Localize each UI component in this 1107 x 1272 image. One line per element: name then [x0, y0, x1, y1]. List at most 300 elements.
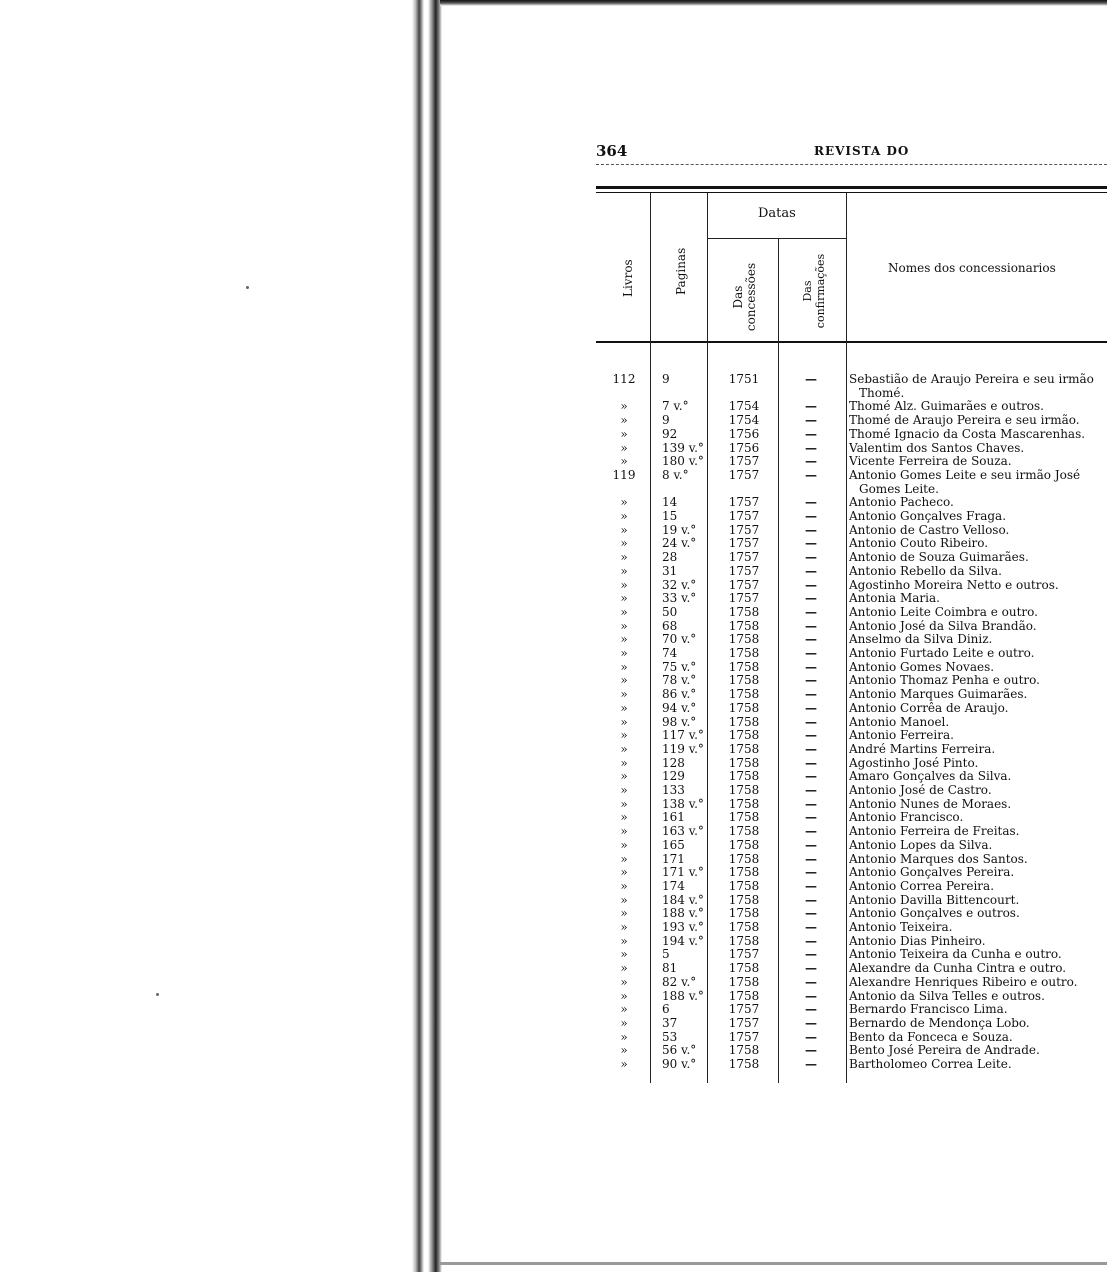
- cell-confirmacao: —: [805, 440, 817, 455]
- cell-livro: »: [620, 755, 628, 770]
- cell-pagina: 75 v.°: [662, 659, 697, 674]
- cell-livro: »: [620, 796, 628, 811]
- table-row: [596, 756, 1107, 770]
- cell-livro: »: [620, 1029, 628, 1044]
- cell-nome: Antonio Gomes Leite e seu irmão José: [849, 467, 1081, 482]
- cell-livro: »: [620, 495, 628, 510]
- cell-confirmacao: —: [805, 974, 817, 989]
- cell-livro: »: [620, 646, 628, 660]
- cell-concessao: 1757: [728, 454, 760, 469]
- header-rule: [596, 164, 1107, 165]
- cell-pagina: 188 v.°: [662, 906, 704, 921]
- cell-pagina: 161: [662, 810, 685, 825]
- cell-livro: »: [620, 604, 628, 619]
- cell-nome: Antonio Rebello da Silva.: [849, 563, 1002, 578]
- cell-concessao: 1757: [728, 1029, 760, 1044]
- cell-nome: Vicente Ferreira de Souza.: [849, 454, 1012, 469]
- cell-nome: Sebastião de Araujo Pereira e seu irmão: [849, 372, 1094, 386]
- table-row: [596, 769, 1107, 783]
- cell-concessao: 1758: [728, 851, 760, 866]
- cell-confirmacao: —: [805, 1015, 817, 1030]
- table-row: [596, 413, 1107, 427]
- cell-pagina: 92: [662, 426, 678, 441]
- cell-nome: Antonio Gonçalves Pereira.: [849, 865, 1015, 880]
- cell-concessao: 1758: [728, 906, 760, 921]
- cell-concessao: 1758: [728, 618, 760, 633]
- cell-livro: »: [620, 920, 628, 934]
- cell-pagina: 81: [662, 961, 678, 976]
- cell-concessao: 1758: [728, 714, 760, 729]
- cell-nome: Antonio Furtado Leite e outro.: [849, 646, 1035, 660]
- cell-confirmacao: —: [805, 878, 817, 893]
- cell-nome: Bartholomeo Correa Leite.: [849, 1057, 1012, 1071]
- cell-concessao: 1758: [728, 1057, 760, 1071]
- cell-pagina: 94 v.°: [662, 700, 697, 715]
- cell-concessao: 1758: [728, 632, 760, 647]
- cell-livro: »: [620, 550, 628, 565]
- datas-subrule: [708, 238, 846, 239]
- cell-livro: »: [620, 810, 628, 825]
- table-row: [596, 564, 1107, 578]
- table-row: [596, 468, 1107, 482]
- cell-pagina: 129: [662, 769, 685, 784]
- cell-confirmacao: —: [805, 659, 817, 674]
- cell-pagina: 32 v.°: [662, 577, 697, 592]
- cell-nome: Antonio Pacheco.: [849, 495, 954, 510]
- table-row: [596, 605, 1107, 619]
- running-head: REVISTA DO: [814, 144, 910, 158]
- table-row: [596, 632, 1107, 646]
- cell-livro: »: [620, 837, 628, 852]
- cell-pagina: 138 v.°: [662, 796, 704, 811]
- cell-confirmacao: —: [805, 1043, 817, 1058]
- table-row: [596, 1043, 1107, 1057]
- cell-pagina: 56 v.°: [662, 1043, 697, 1058]
- table-row: [596, 509, 1107, 523]
- table-header-rule: [596, 341, 1107, 343]
- cell-livro: »: [620, 769, 628, 784]
- cell-concessao: 1754: [728, 399, 760, 414]
- table-row: [596, 1002, 1107, 1016]
- table-row: [596, 783, 1107, 797]
- table-row: [596, 879, 1107, 893]
- cell-pagina: 82 v.°: [662, 974, 697, 989]
- table-row: [596, 372, 1107, 386]
- cell-pagina: 119 v.°: [662, 741, 704, 756]
- cell-nome: Bernardo de Mendonça Lobo.: [849, 1015, 1030, 1030]
- cell-confirmacao: —: [805, 824, 817, 839]
- cell-pagina: 117 v.°: [662, 728, 704, 743]
- scan-speck: [246, 286, 249, 289]
- cell-pagina: 194 v.°: [662, 933, 704, 948]
- cell-confirmacao: —: [805, 728, 817, 743]
- cell-concessao: 1758: [728, 769, 760, 784]
- cell-concessao: 1754: [728, 413, 760, 428]
- cell-livro: »: [620, 947, 628, 962]
- cell-pagina: 98 v.°: [662, 714, 697, 729]
- cell-confirmacao: —: [805, 591, 817, 606]
- table-row: [596, 1016, 1107, 1030]
- cell-concessao: 1758: [728, 974, 760, 989]
- table-row: [596, 536, 1107, 550]
- cell-concessao: 1758: [728, 865, 760, 880]
- cell-confirmacao: —: [805, 920, 817, 934]
- cell-concessao: 1758: [728, 673, 760, 688]
- cell-confirmacao: —: [805, 454, 817, 469]
- header-das-concessoes: Das concessões: [731, 262, 758, 332]
- cell-nome: Antonio de Castro Velloso.: [849, 522, 1010, 537]
- cell-confirmacao: —: [805, 865, 817, 880]
- cell-concessao: 1758: [728, 920, 760, 934]
- cell-confirmacao: —: [805, 563, 817, 578]
- table-row: [596, 742, 1107, 756]
- page-top-edge: [440, 0, 1107, 6]
- cell-nome: Antonio Thomaz Penha e outro.: [849, 673, 1040, 688]
- cell-pagina: 128: [662, 755, 685, 770]
- cell-pagina: 6: [662, 1002, 670, 1017]
- cell-pagina: 174: [662, 878, 685, 893]
- cell-pagina: 19 v.°: [662, 522, 697, 537]
- cell-nome: Antonio Ferreira.: [849, 728, 954, 743]
- cell-pagina: 163 v.°: [662, 824, 704, 839]
- cell-confirmacao: —: [805, 837, 817, 852]
- cell-concessao: 1758: [728, 755, 760, 770]
- cell-livro: »: [620, 906, 628, 921]
- cell-confirmacao: —: [805, 947, 817, 962]
- table-row: [596, 824, 1107, 838]
- cell-concessao: 1757: [728, 591, 760, 606]
- cell-livro: »: [620, 577, 628, 592]
- cell-concessao: 1758: [728, 961, 760, 976]
- cell-livro: »: [620, 591, 628, 606]
- cell-pagina: 184 v.°: [662, 892, 704, 907]
- cell-nome: Antonio Gomes Novaes.: [849, 659, 995, 674]
- cell-pagina: 37: [662, 1015, 678, 1030]
- cell-confirmacao: —: [805, 755, 817, 770]
- page-binding-right: [428, 0, 442, 1272]
- cell-confirmacao: —: [805, 399, 817, 414]
- cell-confirmacao: —: [805, 604, 817, 619]
- cell-pagina: 86 v.°: [662, 687, 697, 702]
- cell-livro: »: [620, 522, 628, 537]
- cell-nome: Anselmo da Silva Diniz.: [849, 632, 993, 647]
- cell-livro: »: [620, 961, 628, 976]
- cell-pagina: 24 v.°: [662, 536, 697, 551]
- cell-nome: Antonio Dias Pinheiro.: [849, 933, 986, 948]
- cell-confirmacao: —: [805, 646, 817, 660]
- cell-pagina: 28: [662, 550, 678, 565]
- cell-concessao: 1757: [728, 522, 760, 537]
- cell-nome: Antonio Corrêa de Araujo.: [849, 700, 1009, 715]
- cell-pagina: 31: [662, 563, 678, 578]
- cell-confirmacao: —: [805, 961, 817, 976]
- cell-confirmacao: —: [805, 673, 817, 688]
- table-row: [596, 961, 1107, 975]
- cell-livro: »: [620, 563, 628, 578]
- cell-concessao: 1758: [728, 741, 760, 756]
- cell-nome: Bernardo Francisco Lima.: [849, 1002, 1008, 1017]
- cell-nome: Alexandre da Cunha Cintra e outro.: [849, 961, 1067, 976]
- table-row: [596, 865, 1107, 879]
- cell-livro: »: [620, 700, 628, 715]
- cell-concessao: 1757: [728, 495, 760, 510]
- cell-livro: »: [620, 440, 628, 455]
- cell-livro: »: [620, 974, 628, 989]
- cell-nome: Antonio Couto Ribeiro.: [849, 536, 989, 551]
- cell-pagina: 193 v.°: [662, 920, 704, 934]
- table-row: [596, 619, 1107, 633]
- cell-confirmacao: —: [805, 1002, 817, 1017]
- cell-concessao: 1758: [728, 1043, 760, 1058]
- cell-nome: Antonio da Silva Telles e outros.: [849, 988, 1045, 1003]
- cell-confirmacao: —: [805, 550, 817, 565]
- cell-pagina: 9: [662, 372, 670, 386]
- table-row: [596, 989, 1107, 1003]
- table-top-rule-thin: [596, 192, 1107, 193]
- table-row: [596, 906, 1107, 920]
- cell-nome: Thomé Alz. Guimarães e outros.: [849, 399, 1044, 414]
- cell-concessao: 1757: [728, 947, 760, 962]
- table-row: [596, 550, 1107, 564]
- header-paginas: Paginas: [674, 247, 688, 295]
- page-binding-left: [412, 0, 424, 1272]
- cell-confirmacao: —: [805, 741, 817, 756]
- cell-livro: »: [620, 536, 628, 551]
- cell-confirmacao: —: [805, 426, 817, 441]
- cell-pagina: 70 v.°: [662, 632, 697, 647]
- cell-livro: »: [620, 454, 628, 469]
- cell-pagina: 14: [662, 495, 678, 510]
- cell-concessao: 1757: [728, 467, 760, 482]
- cell-livro: »: [620, 509, 628, 523]
- table-row: [596, 934, 1107, 948]
- cell-nome: Antonio Teixeira.: [849, 920, 953, 934]
- cell-confirmacao: —: [805, 618, 817, 633]
- cell-concessao: 1758: [728, 687, 760, 702]
- cell-confirmacao: —: [805, 577, 817, 592]
- cell-livro: »: [620, 1043, 628, 1058]
- cell-confirmacao: —: [805, 906, 817, 921]
- cell-pagina: 5: [662, 947, 670, 962]
- cell-nome: Antonio Manoel.: [849, 714, 950, 729]
- cell-nome-continuation: Thomé.: [859, 385, 905, 400]
- table-row: [596, 646, 1107, 660]
- cell-concessao: 1758: [728, 604, 760, 619]
- cell-nome: Thomé Ignacio da Costa Mascarenhas.: [849, 426, 1086, 441]
- cell-pagina: 180 v.°: [662, 454, 704, 469]
- table-row: [596, 441, 1107, 455]
- cell-pagina: 90 v.°: [662, 1057, 697, 1071]
- cell-nome: Antonio Nunes de Moraes.: [849, 796, 1012, 811]
- cell-livro: »: [620, 892, 628, 907]
- cell-livro: »: [620, 399, 628, 414]
- header-nomes-concessionarios: Nomes dos concessionarios: [888, 261, 1056, 275]
- cell-concessao: 1758: [728, 988, 760, 1003]
- cell-pagina: 78 v.°: [662, 673, 697, 688]
- cell-livro: »: [620, 426, 628, 441]
- cell-confirmacao: —: [805, 892, 817, 907]
- cell-concessao: 1751: [728, 372, 760, 386]
- cell-concessao: 1757: [728, 550, 760, 565]
- cell-pagina: 7 v.°: [662, 399, 689, 414]
- cell-confirmacao: —: [805, 783, 817, 797]
- cell-livro: »: [620, 673, 628, 688]
- page-bottom-edge: [440, 1262, 1107, 1265]
- table-row: [596, 1030, 1107, 1044]
- cell-pagina: 9: [662, 413, 670, 428]
- cell-concessao: 1758: [728, 878, 760, 893]
- cell-pagina: 171 v.°: [662, 865, 704, 880]
- table-row: [596, 427, 1107, 441]
- cell-confirmacao: —: [805, 810, 817, 825]
- table-row: [596, 893, 1107, 907]
- cell-confirmacao: —: [805, 1029, 817, 1044]
- cell-nome: Antonio Ferreira de Freitas.: [849, 824, 1020, 839]
- page-number: 364: [596, 142, 628, 160]
- cell-confirmacao: —: [805, 700, 817, 715]
- table-row: [596, 1057, 1107, 1071]
- cell-concessao: 1758: [728, 659, 760, 674]
- cell-concessao: 1757: [728, 1015, 760, 1030]
- cell-nome: Agostinho José Pinto.: [849, 755, 979, 770]
- cell-concessao: 1757: [728, 536, 760, 551]
- header-livros: Livros: [621, 259, 635, 297]
- cell-livro: »: [620, 659, 628, 674]
- cell-confirmacao: —: [805, 988, 817, 1003]
- cell-livro: 112: [612, 372, 636, 386]
- cell-livro: »: [620, 741, 628, 756]
- cell-nome: Antonio José de Castro.: [849, 783, 992, 797]
- cell-livro: »: [620, 851, 628, 866]
- cell-pagina: 74: [662, 646, 678, 660]
- cell-nome: Alexandre Henriques Ribeiro e outro.: [849, 974, 1078, 989]
- cell-pagina: 53: [662, 1029, 678, 1044]
- cell-livro: »: [620, 1057, 628, 1071]
- cell-pagina: 15: [662, 509, 678, 523]
- table-row: [596, 947, 1107, 961]
- cell-confirmacao: —: [805, 509, 817, 523]
- table-row: [596, 687, 1107, 701]
- table-row: [596, 523, 1107, 537]
- table-row: [596, 701, 1107, 715]
- cell-confirmacao: —: [805, 467, 817, 482]
- cell-concessao: 1757: [728, 509, 760, 523]
- cell-concessao: 1758: [728, 933, 760, 948]
- table-row: [596, 975, 1107, 989]
- cell-concessao: 1758: [728, 837, 760, 852]
- cell-confirmacao: —: [805, 1057, 817, 1071]
- cell-confirmacao: —: [805, 495, 817, 510]
- table-row: [596, 591, 1107, 605]
- cell-nome: Valentim dos Santos Chaves.: [849, 440, 1025, 455]
- cell-livro: »: [620, 618, 628, 633]
- cell-confirmacao: —: [805, 632, 817, 647]
- cell-nome: Thomé de Araujo Pereira e seu irmão.: [849, 413, 1080, 428]
- cell-nome: André Martins Ferreira.: [849, 741, 996, 756]
- cell-pagina: 165: [662, 837, 685, 852]
- table-row: [596, 454, 1107, 468]
- cell-concessao: 1758: [728, 796, 760, 811]
- cell-nome: Antonio Gonçalves Fraga.: [849, 509, 1007, 523]
- cell-concessao: 1758: [728, 824, 760, 839]
- scan-speck: [156, 993, 159, 996]
- cell-livro: »: [620, 728, 628, 743]
- cell-concessao: 1758: [728, 700, 760, 715]
- cell-livro: »: [620, 988, 628, 1003]
- cell-pagina: 171: [662, 851, 685, 866]
- table-row: [596, 673, 1107, 687]
- cell-confirmacao: —: [805, 933, 817, 948]
- cell-nome: Amaro Gonçalves da Silva.: [849, 769, 1012, 784]
- cell-livro: »: [620, 878, 628, 893]
- cell-concessao: 1756: [728, 440, 760, 455]
- cell-livro: »: [620, 1002, 628, 1017]
- cell-concessao: 1756: [728, 426, 760, 441]
- cell-nome: Antonia Maria.: [849, 591, 940, 606]
- cell-concessao: 1758: [728, 646, 760, 660]
- cell-nome: Antonio Francisco.: [849, 810, 964, 825]
- table-row: [596, 578, 1107, 592]
- cell-nome: Antonio Correa Pereira.: [849, 878, 995, 893]
- table-row: [596, 495, 1107, 509]
- table-row: [596, 852, 1107, 866]
- header-das-confirmacoes: Das confirmações: [801, 253, 827, 329]
- cell-nome: Bento José Pereira de Andrade.: [849, 1043, 1040, 1058]
- cell-nome: Bento da Fonceca e Souza.: [849, 1029, 1013, 1044]
- cell-livro: »: [620, 933, 628, 948]
- table-row: [596, 838, 1107, 852]
- cell-concessao: 1757: [728, 577, 760, 592]
- cell-livro: »: [620, 632, 628, 647]
- table-row: [596, 797, 1107, 811]
- cell-confirmacao: —: [805, 714, 817, 729]
- cell-confirmacao: —: [805, 536, 817, 551]
- cell-nome: Antonio Teixeira da Cunha e outro.: [849, 947, 1062, 962]
- cell-confirmacao: —: [805, 796, 817, 811]
- table-row: [596, 810, 1107, 824]
- cell-nome: Agostinho Moreira Netto e outros.: [849, 577, 1059, 592]
- cell-nome: Antonio Gonçalves e outros.: [849, 906, 1020, 921]
- cell-pagina: 188 v.°: [662, 988, 704, 1003]
- table-top-rule: [596, 186, 1107, 189]
- cell-concessao: 1758: [728, 810, 760, 825]
- cell-livro: »: [620, 824, 628, 839]
- table-row: [596, 728, 1107, 742]
- cell-livro: »: [620, 1015, 628, 1030]
- cell-livro: »: [620, 687, 628, 702]
- cell-livro: 119: [612, 467, 636, 482]
- cell-pagina: 33 v.°: [662, 591, 697, 606]
- cell-concessao: 1758: [728, 783, 760, 797]
- cell-livro: »: [620, 783, 628, 797]
- cell-pagina: 68: [662, 618, 678, 633]
- cell-concessao: 1758: [728, 892, 760, 907]
- cell-pagina: 133: [662, 783, 685, 797]
- cell-pagina: 50: [662, 604, 678, 619]
- header-datas: Datas: [758, 206, 796, 221]
- cell-nome: Antonio Leite Coimbra e outro.: [849, 604, 1038, 619]
- cell-confirmacao: —: [805, 522, 817, 537]
- cell-confirmacao: —: [805, 769, 817, 784]
- cell-confirmacao: —: [805, 372, 817, 386]
- cell-livro: »: [620, 865, 628, 880]
- cell-nome: Antonio de Souza Guimarães.: [849, 550, 1029, 565]
- cell-nome: Antonio Lopes da Silva.: [849, 837, 993, 852]
- cell-concessao: 1757: [728, 563, 760, 578]
- cell-livro: »: [620, 413, 628, 428]
- table-row: [596, 715, 1107, 729]
- cell-confirmacao: —: [805, 851, 817, 866]
